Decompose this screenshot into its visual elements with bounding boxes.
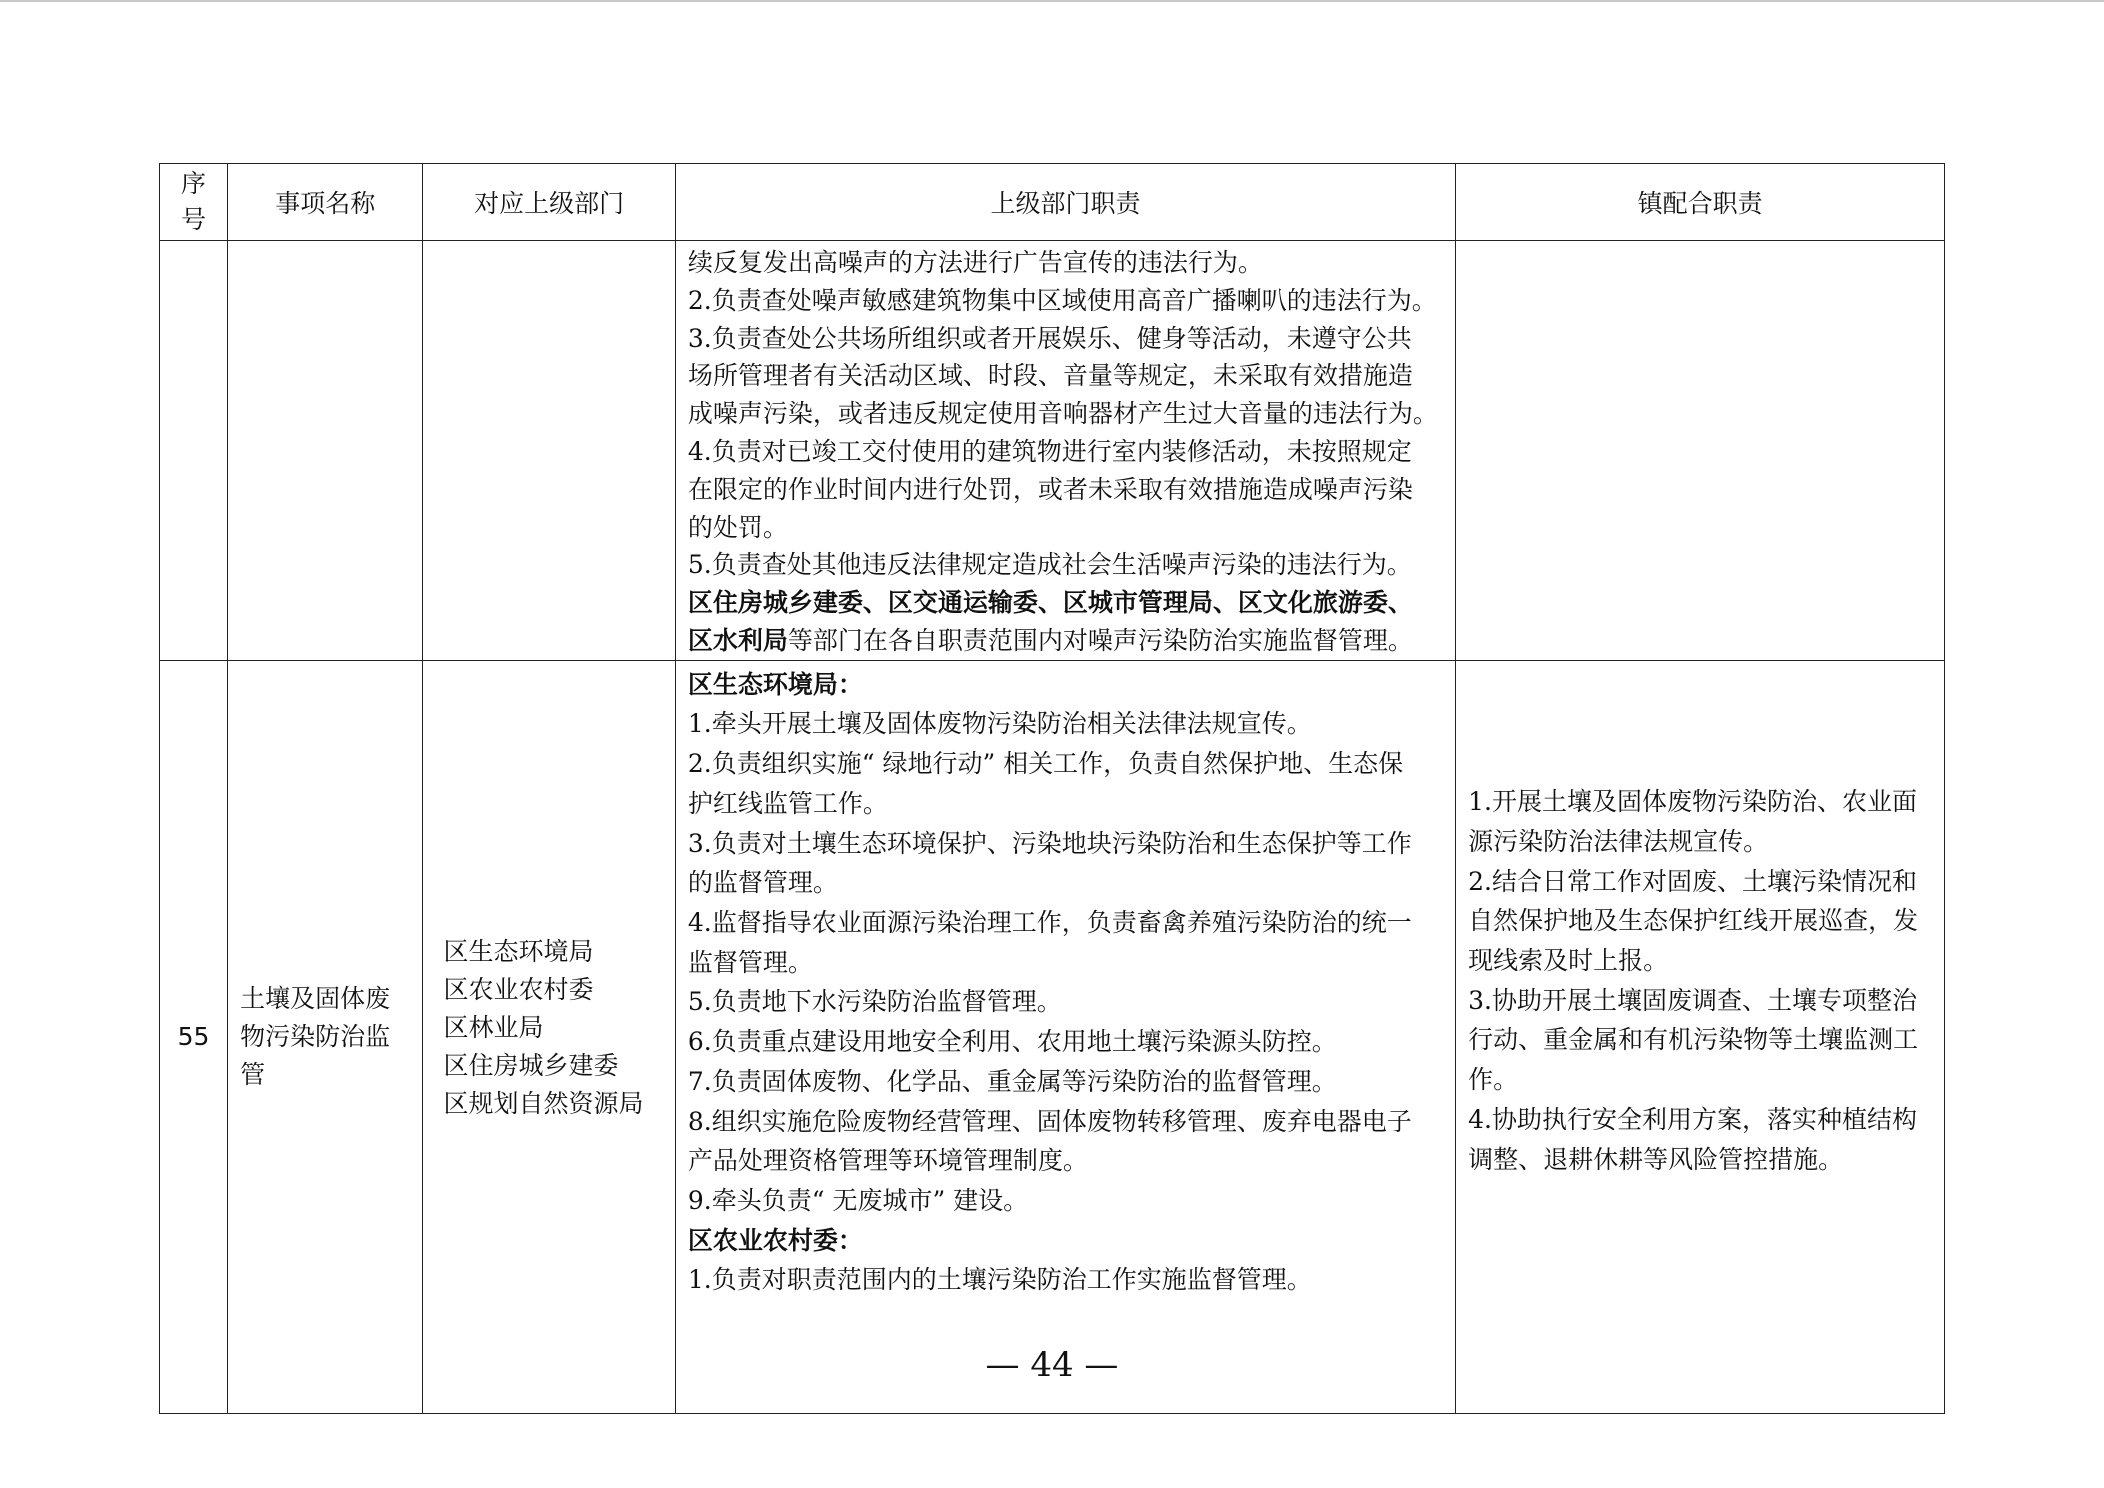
cell-town-empty	[1456, 241, 1945, 661]
duty-list-agriculture	[688, 1260, 1443, 1300]
town-duty-line: 行动、重金属和有机污染物等土壤监测工	[1468, 1025, 1919, 1055]
header-seq	[160, 164, 228, 241]
header-seq-line2: 号	[181, 205, 207, 234]
town-duty-line: 调整、退耕休耕等风险管控措施。	[1468, 1144, 1844, 1174]
department-list	[435, 933, 662, 1123]
duty-line: 3.负责对土壤生态环境保护、污染地块污染防治和生态保护等工作	[687, 828, 1412, 858]
last-line	[688, 622, 1443, 660]
duty-line: 场所管理者有关活动区域、时段、音量等规定，未采取有效措施造	[687, 361, 1413, 391]
duty-line: 的监督管理。	[687, 868, 838, 898]
department-item: 区农业农村委	[443, 974, 594, 1004]
duty-line: 3.负责查处公共场所组织或者开展娱乐、健身等活动，未遵守公共	[687, 323, 1412, 353]
cell-duty-55	[675, 660, 1455, 1413]
matter-name-line: 物污染防治监	[240, 1021, 391, 1051]
duty-line: 5.负责地下水污染防治监督管理。	[687, 987, 1062, 1017]
header-name: 事项名称	[228, 164, 423, 241]
duty-continued-tail	[688, 584, 1443, 660]
duty-heading-ecology: 区生态环境局：	[687, 669, 863, 699]
town-duty-line: 2.结合日常工作对固废、土壤污染情况和	[1468, 866, 1918, 896]
duty-table	[159, 163, 1945, 1414]
cell-dept-55	[423, 660, 675, 1413]
town-duty-text	[1468, 782, 1932, 1179]
duty-line: 9.牵头负责“ 无废城市” 建设。	[687, 1185, 1029, 1215]
header-duty: 上级部门职责	[675, 164, 1455, 241]
town-duty-line: 3.协助开展土壤固废调查、土壤专项整治	[1468, 985, 1918, 1015]
header-seq-line1: 序	[181, 169, 207, 198]
duty-line: 5.负责查处其他违反法律规定造成社会生活噪声污染的违法行为。	[687, 550, 1412, 580]
duty-continued-text	[688, 244, 1443, 584]
duty-line: 2.负责查处噪声敏感建筑物集中区域使用高音广播喇叭的违法行为。	[687, 285, 1437, 315]
cell-seq-empty	[160, 241, 228, 661]
table-row-continued	[160, 241, 1945, 661]
table-row-55	[160, 660, 1945, 1413]
duty-line: 1.牵头开展土壤及固体废物污染防治相关法律法规宣传。	[687, 709, 1312, 739]
duty-line: 的处罚。	[687, 512, 788, 542]
duty-line: 8.组织实施危险废物经营管理、固体废物转移管理、废弃电器电子	[687, 1106, 1412, 1136]
department-item: 区住房城乡建委	[443, 1050, 619, 1080]
duty-55-text	[688, 665, 1443, 1300]
header-town: 镇配合职责	[1456, 164, 1945, 241]
duty-line: 2.负责组织实施“ 绿地行动” 相关工作，负责自然保护地、生态保	[687, 749, 1404, 779]
table-header-row	[160, 164, 1945, 241]
town-duty-line: 源污染防治法律法规宣传。	[1468, 826, 1769, 856]
duty-list-ecology	[688, 704, 1443, 1220]
matter-name-text	[240, 980, 418, 1094]
duty-line: 续反复发出高噪声的方法进行广告宣传的违法行为。	[687, 248, 1263, 277]
duty-line: 在限定的作业时间内进行处罚，或者未采取有效措施造成噪声污染	[687, 474, 1413, 504]
header-dept: 对应上级部门	[423, 164, 675, 241]
duty-heading-agriculture: 区农业农村委：	[687, 1225, 863, 1255]
duty-line: 4.负责对已竣工交付使用的建筑物进行室内装修活动，未按照规定	[687, 436, 1412, 466]
town-duty-line: 自然保护地及生态保护红线开展巡查，发	[1468, 906, 1919, 936]
cell-duty-continued	[675, 241, 1455, 661]
cell-seq-55: 55	[160, 660, 228, 1413]
department-item: 区生态环境局	[443, 936, 594, 966]
duty-line: 4.监督指导农业面源污染治理工作，负责畜禽养殖污染防治的统一	[687, 907, 1412, 937]
duty-line: 产品处理资格管理等环境管理制度。	[687, 1146, 1088, 1176]
town-duty-line: 4.协助执行安全利用方案，落实种植结构	[1468, 1104, 1918, 1134]
duty-line: 7.负责固体废物、化学品、重金属等污染防治的监督管理。	[687, 1066, 1337, 1096]
town-duty-line: 现线索及时上报。	[1468, 946, 1669, 976]
matter-name-line: 土壤及固体废	[240, 983, 391, 1013]
department-item: 区林业局	[443, 1012, 544, 1042]
cell-name-55	[228, 660, 423, 1413]
duty-line: 护红线监管工作。	[687, 788, 888, 818]
town-duty-line: 1.开展土壤及固体废物污染防治、农业面	[1468, 787, 1918, 817]
duty-line: 1.负责对职责范围内的土壤污染防治工作实施监督管理。	[687, 1265, 1312, 1295]
last-line-rest: 等部门在各自职责范围内对噪声污染防治实施监督管理。	[787, 625, 1413, 655]
cell-dept-empty	[423, 241, 675, 661]
duty-line: 成噪声污染，或者违反规定使用音响器材产生过大音量的违法行为。	[687, 399, 1438, 429]
page-number: — 44 —	[985, 1345, 1119, 1385]
bold-departments-line: 区住房城乡建委、区交通运输委、区城市管理局、区文化旅游委、	[687, 588, 1413, 618]
top-border-line	[0, 0, 2104, 2]
duty-line: 6.负责重点建设用地安全利用、农用地土壤污染源头防控。	[687, 1027, 1337, 1057]
cell-name-empty	[228, 241, 423, 661]
department-item: 区规划自然资源局	[443, 1088, 644, 1118]
duty-line: 监督管理。	[687, 947, 813, 977]
matter-name-line: 管	[240, 1059, 266, 1089]
bold-water-bureau: 区水利局	[687, 625, 788, 655]
cell-town-55	[1456, 660, 1945, 1413]
town-duty-line: 作。	[1468, 1065, 1519, 1095]
